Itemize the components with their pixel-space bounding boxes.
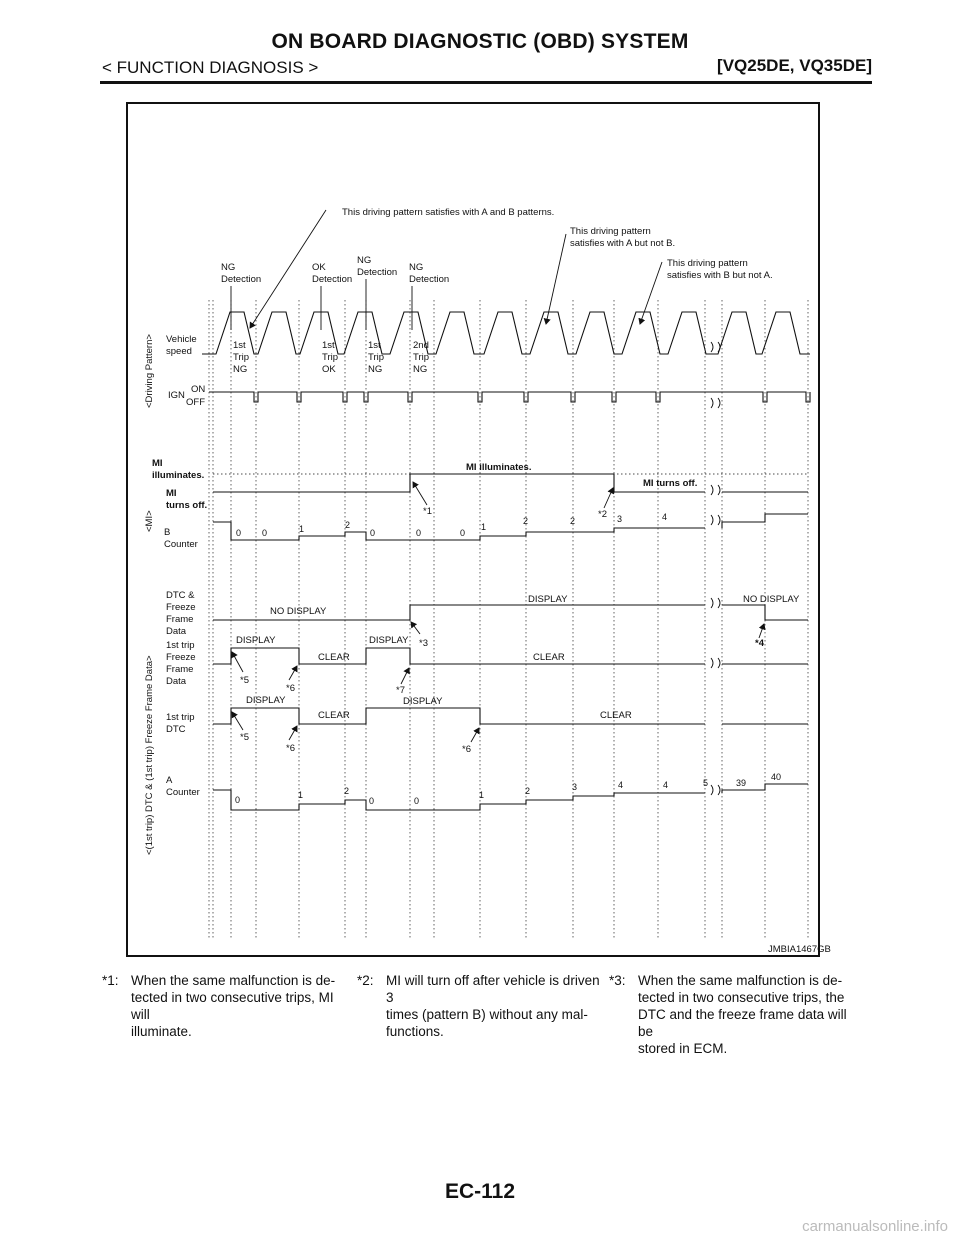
dtc-clear-1: CLEAR: [318, 710, 350, 721]
ign-off-label: OFF: [186, 397, 205, 408]
a-counter-value: 0: [414, 796, 420, 806]
watermark: carmanualsonline.info: [802, 1218, 948, 1235]
trip2-2: Trip: [322, 352, 339, 363]
marker-6c: *6: [462, 744, 471, 755]
mi-illuminates-text: MI illuminates.: [466, 462, 532, 473]
footnote-1-line-1: When the same malfunction is de-: [131, 973, 336, 988]
footnote-1-line-3: illuminate.: [131, 1024, 192, 1039]
trip1-3: NG: [233, 364, 248, 375]
dtc-display-1: DISPLAY: [246, 695, 286, 706]
a-counter-value: 5: [703, 778, 709, 788]
b-counter-value: 1: [299, 524, 305, 534]
speed-pulses: [202, 312, 810, 354]
b-counter-value: 0: [262, 528, 268, 538]
ffd-display-2: DISPLAY: [369, 635, 409, 646]
footnote-3-label: *3:: [609, 973, 626, 988]
footnote-2-line-3: functions.: [386, 1024, 444, 1039]
mi-illum-label-2: illuminates.: [152, 470, 205, 481]
trip1-2: Trip: [233, 352, 250, 363]
b-counter-value: 2: [345, 520, 351, 530]
b-counter-value: 0: [460, 528, 466, 538]
a-counter-value: 1: [298, 790, 304, 800]
footnote-1-label: *1:: [102, 973, 119, 988]
marker-1: *1: [423, 506, 432, 517]
marker-4: *4: [755, 638, 764, 649]
marker-2: *2: [598, 509, 607, 520]
ign-on-label: ON: [191, 384, 206, 395]
b-counter-value: 2: [570, 516, 576, 526]
detection-ng3-1: NG: [409, 262, 424, 273]
marker-6b: *6: [286, 743, 295, 754]
dtc-display-2: DISPLAY: [403, 696, 443, 707]
b-counter-value: 0: [370, 528, 376, 538]
dtc-ffd-label-3: Frame: [166, 614, 194, 625]
footnote-3-line-4: stored in ECM.: [638, 1041, 728, 1056]
dtc-display: DISPLAY: [528, 594, 568, 605]
section-label: < FUNCTION DIAGNOSIS >: [102, 58, 319, 77]
trip4-1: 2nd: [413, 340, 429, 351]
b-counter-value: 3: [617, 514, 623, 524]
first-ffd-label-2: Freeze: [166, 652, 196, 663]
first-ffd-label-4: Data: [166, 676, 187, 687]
vehicle-speed-label-2: speed: [166, 346, 192, 357]
trip3-1: 1st: [368, 340, 381, 351]
footnote-3-line-2: tected in two consecutive trips, the: [638, 990, 845, 1005]
engine-label: [VQ25DE, VQ35DE]: [717, 56, 872, 75]
a-counter-value: 4: [663, 780, 669, 790]
ffd-clear-1: CLEAR: [318, 652, 350, 663]
footnote-3-line-1: When the same malfunction is de-: [638, 973, 843, 988]
note-ab: This driving pattern satisfies with A and B patterns.: [342, 207, 555, 218]
footnote-2-label: *2:: [357, 973, 374, 988]
a-counter-label-1: A: [166, 775, 173, 786]
vehicle-speed-trace: [202, 312, 810, 354]
trip4-3: NG: [413, 364, 428, 375]
note-b-not-a-2: satisfies with B but not A.: [667, 270, 773, 281]
a-counter-value: 2: [344, 786, 350, 796]
dtc-ffd-label-2: Freeze: [166, 602, 196, 613]
detection-ok-2: Detection: [312, 274, 353, 285]
footnote-2-line-2: times (pattern B) without any mal-: [386, 1007, 588, 1022]
marker-6: *6: [286, 683, 295, 694]
note-a-not-b-2: satisfies with A but not B.: [570, 238, 676, 249]
first-ffd-trace: [213, 648, 808, 664]
a-counter-label-2: Counter: [166, 787, 200, 798]
detection-ng1-2: Detection: [221, 274, 262, 285]
b-counter-value: 0: [236, 528, 242, 538]
dtc-no-display-2: NO DISPLAY: [743, 594, 800, 605]
a-counter-value: 40: [771, 772, 782, 782]
marker-3: *3: [419, 638, 428, 649]
ffd-display-1: DISPLAY: [236, 635, 276, 646]
b-counter-value: 1: [481, 522, 487, 532]
b-counter-value: 2: [523, 516, 529, 526]
b-counter-value: 0: [416, 528, 422, 538]
b-counter-value: 4: [662, 512, 668, 522]
a-counter-value: 3: [572, 782, 578, 792]
detection-ng2-1: NG: [357, 255, 372, 266]
trip2-1: 1st: [322, 340, 335, 351]
marker-5: *5: [240, 675, 249, 686]
marker-5b: *5: [240, 732, 249, 743]
page-title: ON BOARD DIAGNOSTIC (OBD) SYSTEM: [271, 30, 689, 53]
mi-off-label-2: turns off.: [166, 500, 208, 511]
b-counter-label-2: Counter: [164, 539, 198, 550]
driving-pattern-side-label: <Driving Pattern>: [144, 334, 155, 408]
trip3-3: NG: [368, 364, 383, 375]
footnote-1-line-2: tected in two consecutive trips, MI will: [131, 990, 334, 1022]
mi-illum-label-1: MI: [152, 458, 163, 469]
ign-label: IGN: [168, 390, 185, 401]
break-symbols: [711, 342, 720, 795]
a-counter-value: 4: [618, 780, 624, 790]
first-dtc-label-2: DTC: [166, 724, 186, 735]
detection-ng2-2: Detection: [357, 267, 398, 278]
mi-side-label: <MI>: [144, 510, 155, 532]
first-ffd-label-1: 1st trip: [166, 640, 195, 651]
mi-off-label-1: MI: [166, 488, 177, 499]
a-counter-value: 39: [736, 778, 747, 788]
first-ffd-label-3: Frame: [166, 664, 194, 675]
dtc-clear-2: CLEAR: [600, 710, 632, 721]
trip4-2: Trip: [413, 352, 430, 363]
footnote-2-line-1: MI will turn off after vehicle is driven 3: [386, 973, 600, 1005]
note-b-not-a-1: This driving pattern: [667, 258, 748, 269]
b-counter-label-1: B: [164, 527, 171, 538]
dtc-no-display-1: NO DISPLAY: [270, 606, 327, 617]
mi-trace: [213, 474, 808, 492]
note-a-not-b-1: This driving pattern: [570, 226, 651, 237]
marker-7: *7: [396, 685, 405, 696]
dtc-ffd-label-1: DTC &: [166, 590, 195, 601]
dtc-ffd-label-4: Data: [166, 626, 187, 637]
figure-id: JMBIA1467GB: [768, 944, 831, 955]
detection-ng1-1: NG: [221, 262, 236, 273]
ffd-clear-2: CLEAR: [533, 652, 565, 663]
detection-ok-1: OK: [312, 262, 326, 273]
first-dtc-trace: [213, 708, 808, 724]
trip1-1: 1st: [233, 340, 246, 351]
trip3-2: Trip: [368, 352, 385, 363]
mi-turns-off-text: MI turns off.: [643, 478, 698, 489]
trip2-3: OK: [322, 364, 336, 375]
page-number: EC-112: [444, 1180, 516, 1203]
a-counter-value: 2: [525, 786, 531, 796]
first-dtc-label-1: 1st trip: [166, 712, 195, 723]
a-counter-value: 0: [235, 795, 241, 805]
footnote-3-line-3: DTC and the freeze frame data will be: [638, 1007, 847, 1039]
vehicle-speed-label-1: Vehicle: [166, 334, 197, 345]
dtc-side-label: <(1st trip) DTC & (1st trip) Freeze Frame Data>: [144, 655, 155, 855]
detection-ng3-2: Detection: [409, 274, 450, 285]
a-counter-value: 1: [479, 790, 485, 800]
a-counter-value: 0: [369, 796, 375, 806]
